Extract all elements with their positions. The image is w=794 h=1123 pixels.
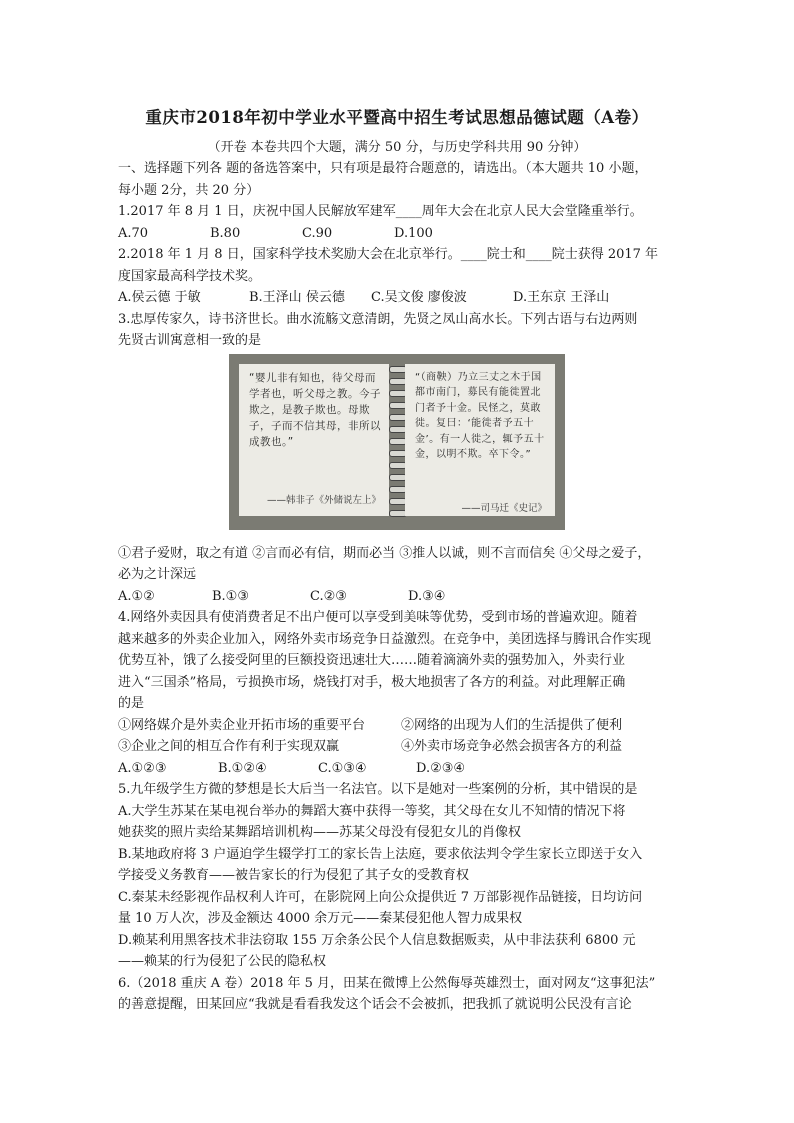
q5-option-line: B.某地政府将 3 户逼迫学生辍学打工的家长告上法庭，要求依法判令学生家长立即送于女入 — [118, 846, 643, 862]
quote-shiji: “（商鞅）乃立三丈之木于国都市南门，募民有能徙置北门者予十金。民怪之，莫敢徙。复曰：‘能徙者予五十金’。有一人徙之，辄予五十金，以明不欺。卒下令。” — [415, 371, 545, 460]
q5-option-line: A.大学生苏某在某电视台举办的舞蹈大赛中获得一等奖，其父母在女儿不知情的情况下将 — [118, 803, 626, 819]
q4-option-b: B.①②④ — [218, 760, 267, 776]
quote-shiji-source: ——司马迁《史记》 — [461, 502, 547, 514]
q5-option-line: ——赖某的行为侵犯了公民的隐私权 — [118, 954, 327, 969]
q3-choices: 必为之计深远 — [118, 567, 197, 582]
q4-option-c: C.①③④ — [318, 760, 367, 776]
q4-choice-3: ③企业之间的相互合作有利于实现双赢 — [118, 739, 340, 754]
notebook-image-container — [118, 354, 678, 540]
notebook-right-page — [405, 364, 555, 516]
q5-stem: 5.九年级学生方微的梦想是长大后当一名法官。以下是她对一些案例的分析，其中错误的是 — [118, 782, 638, 797]
q1-stem: 1.2017 年 8 月 1 日，庆祝中国人民解放军建军____周年大会在北京人民大会堂隆重举行。 — [118, 204, 643, 219]
q3-stem: 先贤古训寓意相一致的是 — [118, 333, 262, 348]
q4-stem: 优势互补，饿了么接受阿里的巨额投资迅速壮大……随着滴滴外卖的强势加入，外卖行业 — [118, 653, 626, 668]
q3-option-b: B.①③ — [212, 588, 249, 604]
q4-option-a: A.①②③ — [118, 760, 167, 776]
q2-option-d: D.王东京 王泽山 — [513, 290, 610, 305]
q3-choices: ①君子爱财，取之有道 ②言而必有信，期而必当 ③推人以诚，则不言而信矣 ④父母之爱子， — [118, 545, 651, 561]
exam-body — [118, 158, 678, 1016]
q2-option-a: A.侯云德 于敏 — [118, 290, 201, 305]
q4-choice-1: ①网络媒介是外卖企业开拓市场的重要平台 — [118, 717, 366, 733]
section-intro-line: 一、选择题下列各 题的备选答案中，只有项是最符合题意的，请选出。（本大题共 10 小题， — [118, 161, 648, 176]
q3-stem: 3.忠厚传家久，诗书济世长。曲水流觞文意清朗，先贤之凤山高水长。下列古语与右边两则 — [118, 311, 638, 327]
exam-title: 重庆市2018年初中学业水平暨高中招生考试思想品德试题（A卷） — [145, 108, 649, 127]
q1-option-b: B.80 — [210, 225, 241, 241]
q4-stem: 4.网络外卖因具有使消费者足不出户便可以享受到美味等优势，受到市场的普遍欢迎。随着 — [118, 610, 638, 625]
q5-option-line: 学接受义务教育——被告家长的行为侵犯了其子女的受教育权 — [118, 868, 470, 883]
q4-choices-row — [118, 715, 678, 737]
q4-stem: 的是 — [118, 696, 145, 711]
q1-options — [118, 223, 678, 245]
q4-stem: 进入“三国杀”格局，亏损换市场，烧钱打对手，极大地损害了各方的利益。对此理解正确 — [118, 674, 626, 690]
q3-option-a: A.①② — [118, 588, 155, 604]
q5-option-line: 量 10 万人次，涉及金额达 4000 余万元——秦某侵犯他人智力成果权 — [118, 911, 523, 926]
quote-han-feizi-source: ——韩非子《外储说左上》 — [266, 494, 381, 506]
q1-option-c: C.90 — [302, 225, 333, 241]
exam-subtitle: （开卷 本卷共四个大题，满分 50 分，与历史学科共用 90 分钟） — [207, 140, 587, 155]
q3-option-d: D.③④ — [408, 588, 446, 604]
q6-stem: 6.（2018 重庆 A 卷）2018 年 5 月，田某在微博上公然侮辱英雄烈士，面对网友“这事犯法” — [118, 975, 656, 991]
q4-stem: 越来越多的外卖企业加入，网络外卖市场竞争日益激烈。在竞争中，美团选择与腾讯合作实现 — [118, 631, 652, 647]
notebook-image — [229, 354, 565, 530]
q5-option-line: 她获奖的照片卖给某舞蹈培训机构——苏某父母没有侵犯女儿的肖像权 — [118, 825, 522, 840]
q2-stem: 度国家最高科学技术奖。 — [118, 268, 262, 284]
quote-han-feizi: “婴儿非有知也，待父母而学者也，听父母之教。今子欺之，是教子欺也。母欺子，子而不信其母，非所以成教也。” — [249, 371, 381, 448]
q4-option-d: D.②③④ — [416, 760, 466, 776]
q5-option-line: C.秦某未经影视作品权利人许可，在影院网上向公众提供近 7 万部影视作品链接，日均访问 — [118, 889, 643, 905]
q4-choices-row — [118, 736, 678, 758]
q6-stem: 的善意提醒，田某回应“我就是看看我发这个话会不会被抓，把我抓了就说明公民没有言论 — [118, 997, 632, 1012]
q1-option-a: A.70 — [118, 225, 149, 241]
notebook-spiral — [387, 360, 407, 524]
section-intro-line: 每小题 2分，共 20 分） — [118, 182, 260, 198]
q3-option-c: C.②③ — [310, 588, 347, 604]
q2-stem: 2.2018 年 1 月 8 日，国家科学技术奖励大会在北京举行。____院士和____院士获得 2017 年 — [118, 247, 659, 262]
q4-choice-2: ②网络的出现为人们的生活提供了便利 — [401, 717, 623, 733]
q3-options — [118, 586, 678, 608]
notebook-left-page — [239, 364, 389, 516]
q4-choice-4: ④外卖市场竞争必然会损害各方的利益 — [401, 739, 623, 754]
q5-option-line: D.赖某利用黑客技术非法窃取 155 万余条公民个人信息数据贩卖，从中非法获利 6800 元 — [118, 932, 636, 948]
q2-option-b: B.王泽山 侯云德 — [249, 290, 345, 305]
q2-options — [118, 287, 678, 309]
q1-option-d: D.100 — [394, 225, 433, 241]
q4-options — [118, 758, 678, 780]
q2-option-c: C.吴文俊 廖俊波 — [371, 290, 467, 305]
